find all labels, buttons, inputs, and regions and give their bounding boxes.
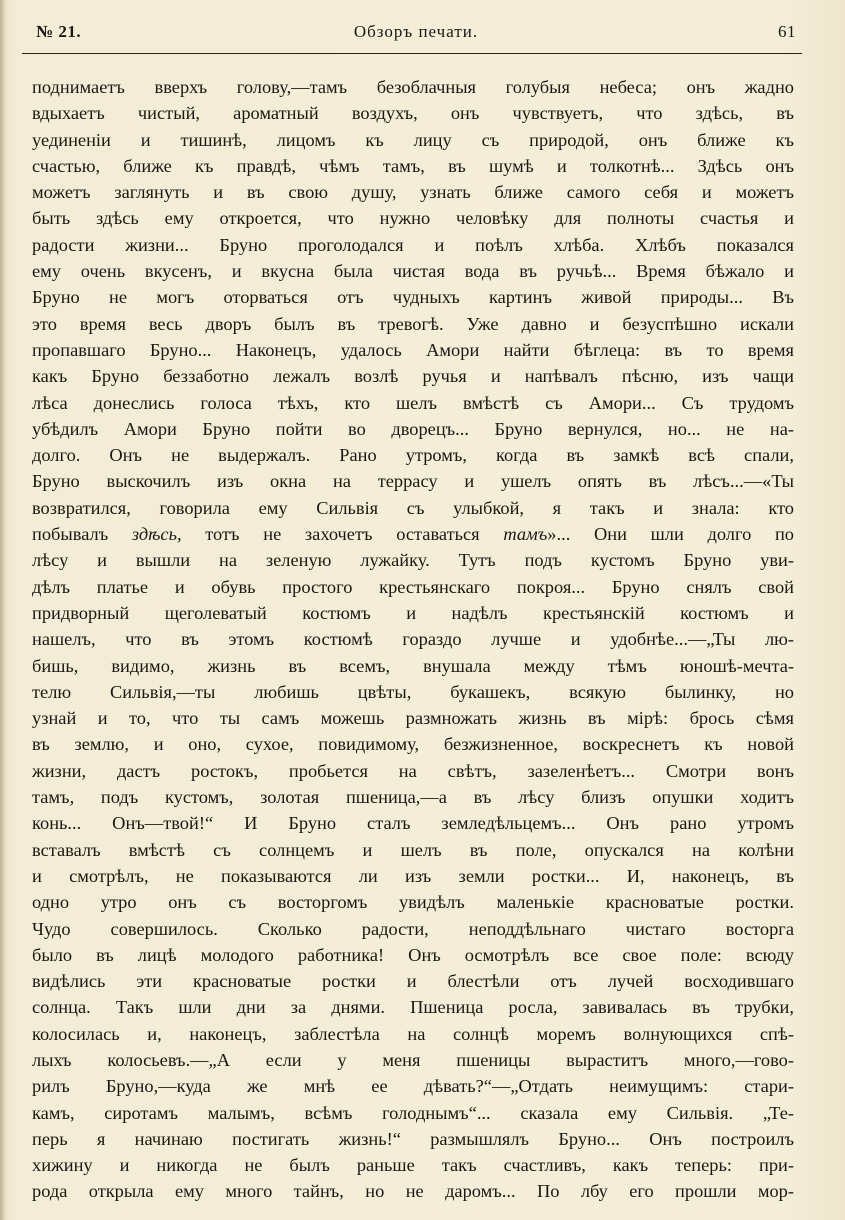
text-line: одно утро онъ съ восторгомъ увидѣлъ маленькіе красноватые ростки. <box>32 892 794 913</box>
text-line: ему очень вкусенъ, и вкусна была чистая вода въ ручьѣ... Время бѣжало и <box>32 261 794 282</box>
text-line: это время весь дворъ былъ въ тревогѣ. Уже давно и безуспѣшно искали <box>32 313 794 334</box>
italic-word: здѣсь <box>131 524 177 545</box>
text-line: Чудо совершилось. Сколько радости, неподдѣльнаго чистаго восторга <box>32 918 794 939</box>
text-line: тамъ, подъ кустомъ, золотая пшеница,—а въ лѣсу близъ опушки ходитъ <box>32 787 794 808</box>
text-line: лыхъ колосьевъ.—„А если у меня пшеницы выраститъ много,—гово- <box>32 1049 794 1070</box>
text-line: видѣлись эти красноватые ростки и блестѣли отъ лучей восходившаго <box>32 971 794 992</box>
text-line: можетъ заглянуть и въ свою душу, узнать ближе самого себя и можетъ <box>32 182 794 203</box>
page-number: 61 <box>778 22 796 41</box>
page-gutter-shadow <box>0 0 6 1220</box>
text-line: лѣса донеслись голоса тѣхъ, кто шелъ вмѣстѣ съ Амори... Съ трудомъ <box>32 392 794 413</box>
text-line: было въ лицѣ молодого работника! Онъ осмотрѣлъ все свое поле: всюду <box>32 944 794 965</box>
text-line: телю Сильвія,—ты любишь цвѣты, букашекъ, всякую былинку, но <box>32 681 794 702</box>
section-title: Обзоръ печати. <box>353 22 479 41</box>
text-line: придворный щеголеватый костюмъ и надѣлъ крестьянскій костюмъ и <box>32 602 794 623</box>
text-line: въ землю, и оно, сухое, повидимому, безжизненное, воскреснетъ къ новой <box>32 734 794 755</box>
text-line: убѣдилъ Амори Бруно пойти во дворецъ... Бруно вернулся, но... не на- <box>32 418 794 439</box>
text-line: солнца. Такъ шли дни за днями. Пшеница росла, завивалась въ трубки, <box>32 997 794 1018</box>
text-line: радости жизни... Бруно проголодался и поѣлъ хлѣба. Хлѣбъ показался <box>32 234 794 255</box>
text-line: рилъ Бруно,—куда же мнѣ ее дѣвать?“—„Отдать неимущимъ: стари- <box>32 1076 794 1097</box>
text-line: камъ, сиротамъ малымъ, всѣмъ голоднымъ“... сказала ему Сильвія. „Те- <box>32 1102 794 1123</box>
text-line: уединеніи и тишинѣ, лицомъ къ лицу съ природой, онъ ближе къ <box>32 129 794 150</box>
running-header <box>36 18 796 48</box>
text-line: побывалъ здѣсь, тотъ не захочетъ оставаться тамъ»... Они шли долго по <box>32 524 794 545</box>
text-line: жизни, дастъ ростокъ, пробьется на свѣтъ, зазеленѣетъ... Смотри вонъ <box>32 760 794 781</box>
italic-word: тамъ <box>503 524 548 545</box>
text-line: бишь, видимо, жизнь въ всемъ, внушала между тѣмъ юношѣ-мечта- <box>32 655 794 676</box>
text-line: быть здѣсь ему откроется, что нужно человѣку для полноты счастья и <box>32 208 794 229</box>
text-line: лѣсу и вышли на зеленую лужайку. Тутъ подъ кустомъ Бруно уви- <box>32 550 794 571</box>
text-line: узнай и то, что ты самъ можешь размножать жизнь въ мірѣ: брось сѣмя <box>32 708 794 729</box>
text-line: счастью, ближе къ правдѣ, чѣмъ тамъ, въ шумѣ и толкотнѣ... Здѣсь онъ <box>32 155 794 176</box>
text-line: вставалъ вмѣстѣ съ солнцемъ и шелъ въ поле, опускался на колѣни <box>32 839 794 860</box>
text-line: дѣлъ платье и обувь простого крестьянскаго покроя... Бруно снялъ свой <box>32 576 794 597</box>
text-line: хижину и никогда не былъ раньше такъ счастливъ, какъ теперь: при- <box>32 1155 794 1176</box>
text-line: и смотрѣлъ, не показываются ли изъ земли ростки... И, наконецъ, въ <box>32 865 794 886</box>
text-line: пропавшаго Бруно... Наконецъ, удалось Амори найти бѣглеца: въ то время <box>32 339 794 360</box>
text-line: поднимаетъ вверхъ голову,—тамъ безоблачныя голубыя небеса; онъ жадно <box>32 77 794 97</box>
issue-number: № 21. <box>36 22 82 41</box>
text-line: нашелъ, что въ этомъ костюмѣ гораздо лучше и удобнѣе...—„Ты лю- <box>32 629 794 650</box>
text-line: возвратился, говорила ему Сильвія съ улыбкой, я такъ и знала: кто <box>32 497 794 518</box>
header-rule <box>22 53 802 54</box>
text-line: колосилась и, наконецъ, заблестѣла на солнцѣ моремъ волнующихся спѣ- <box>32 1023 794 1044</box>
text-line: какъ Бруно беззаботно лежалъ возлѣ ручья и напѣвалъ пѣсню, изъ чащи <box>32 366 794 387</box>
text-line: вдыхаетъ чистый, ароматный воздухъ, онъ чувствуетъ, что здѣсь, въ <box>32 103 794 124</box>
text-line: Бруно выскочилъ изъ окна на террасу и ушелъ опять въ лѣсъ...—«Ты <box>32 471 794 492</box>
text-line: Бруно не могъ оторваться отъ чудныхъ картинъ живой природы... Въ <box>32 287 794 308</box>
text-line: долго. Онъ не выдержалъ. Рано утромъ, когда въ замкѣ всѣ спали, <box>32 445 794 466</box>
text-line: конь... Онъ—твой!“ И Бруно сталъ земледѣльцемъ... Онъ рано утромъ <box>32 813 794 834</box>
text-line: перь я начинаю постигать жизнь!“ размышлялъ Бруно... Онъ построилъ <box>32 1128 794 1149</box>
text-body <box>32 74 794 1205</box>
text-line: рода открыла ему много тайнъ, но не даромъ... По лбу его прошли мор- <box>32 1181 794 1202</box>
